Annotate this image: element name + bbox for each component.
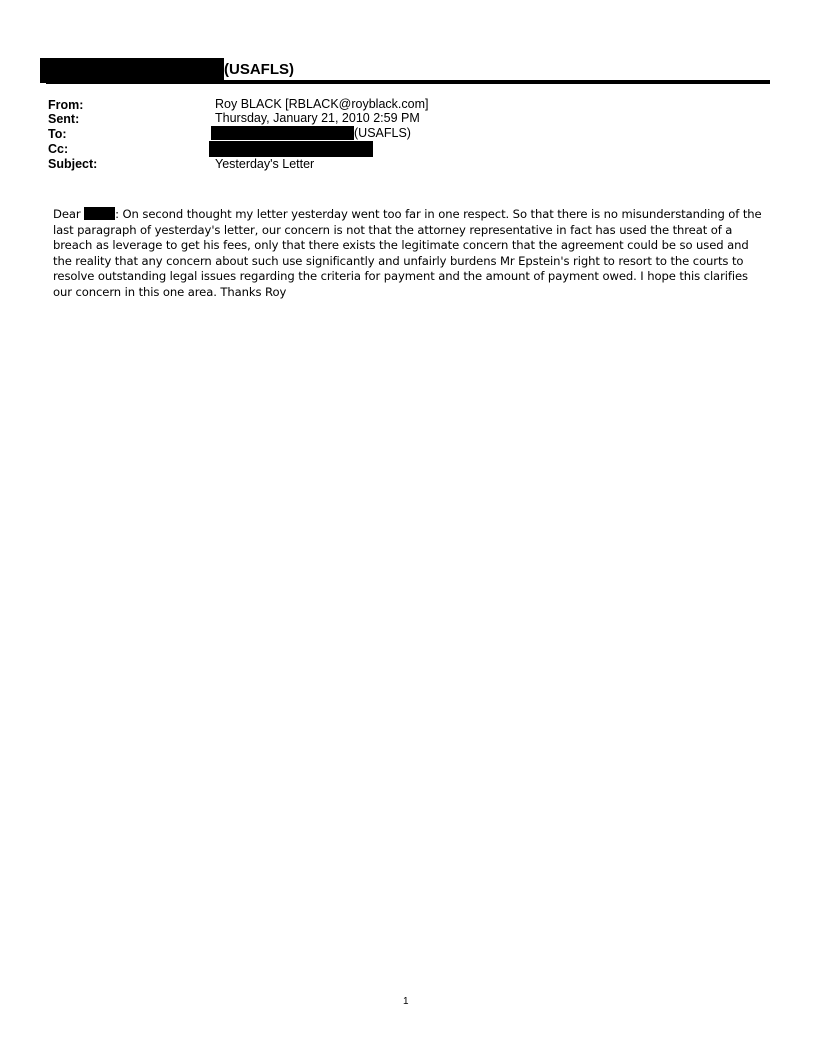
page-number: 1: [403, 996, 409, 1007]
document-title: (USAFLS): [224, 61, 294, 78]
from-label: From:: [48, 98, 84, 112]
recipient-name-redaction: [84, 207, 115, 220]
to-recipient-redaction: [211, 126, 354, 140]
cc-recipient-redaction: [209, 141, 373, 157]
message-greeting: Dear: [53, 207, 81, 221]
to-label: To:: [48, 127, 67, 141]
message-text: : On second thought my letter yesterday went too far in one respect. So that there is no misunderstanding of the last paragraph of yesterday's letter, our concern is not that the attorney representative in fact has used the threat of a breach as leverage to get his fees, only that there exists the legitimate concern that the agreement could be so used and the reality that any concern about such use significantly and unfairly burdens Mr Epstein's right to resort to the courts to resolve outstanding legal issues regarding the criteria for payment and the amount of payment owed. I hope this clarifies our concern in this one area. Thanks Roy: [53, 207, 762, 299]
title-divider: [46, 80, 770, 84]
from-value: Roy BLACK [RBLACK@royblack.com]: [215, 97, 429, 111]
to-value-suffix: (USAFLS): [354, 126, 411, 140]
sent-value: Thursday, January 21, 2010 2:59 PM: [215, 111, 420, 125]
message-body: [53, 207, 765, 301]
subject-label: Subject:: [48, 157, 98, 171]
cc-label: Cc:: [48, 142, 69, 156]
subject-value: Yesterday's Letter: [215, 157, 315, 171]
sent-label: Sent:: [48, 112, 80, 126]
